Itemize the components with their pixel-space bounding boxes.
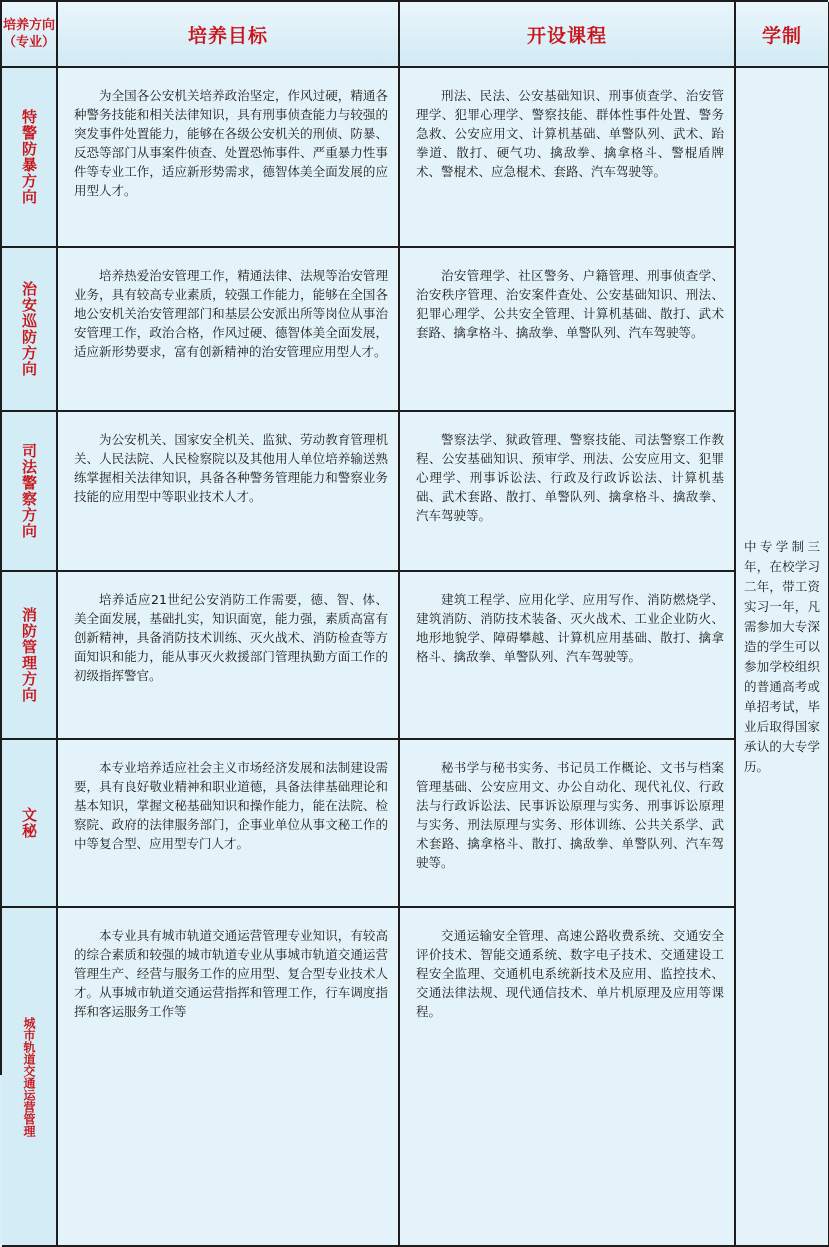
row-direction xyxy=(2,248,58,412)
row-courses xyxy=(400,68,736,248)
header-study-system: 学制 xyxy=(736,2,829,68)
courses-text: 交通运输安全管理、高速公路收费系统、交通安全评价技术、智能交通系统、数字电子技术、交通建设工程安全监理、交通机电系统新技术及应用、监控技术、交通法律法规、现代通信技术、单片机原理及应用等课程。 xyxy=(416,928,724,1019)
courses-text: 警察法学、狱政管理、警察技能、司法警察工作教程、公安基础知识、预审学、刑法、公安应用文、犯罪心理学、刑事诉讼法、行政及行政诉讼法、计算机基础、武术套路、散打、单警队列、擒拿格斗、擒敌拳、汽车驾驶等。 xyxy=(416,432,724,523)
row-goal xyxy=(58,572,400,740)
row-goal xyxy=(58,68,400,248)
row-direction xyxy=(2,412,58,572)
row-courses xyxy=(400,572,736,740)
courses-text: 治安管理学、社区警务、户籍管理、刑事侦查学、治安秩序管理、治安案件查处、公安基础知识、刑法、犯罪心理学、公共安全管理、计算机基础、散打、武术套路、擒拿格斗、擒敌拳、单警队列、汽车驾驶等。 xyxy=(416,268,724,340)
header-direction-line1: 培养方向 xyxy=(2,18,55,33)
row-goal xyxy=(58,412,400,572)
goal-text: 为公安机关、国家安全机关、监狱、劳动教育管理机关、人民法院、人民检察院以及其他用人单位培养输送熟练掌握相关法律知识，具备各种警务管理能力和警察业务技能的应用型中等职业技术人才。 xyxy=(74,432,388,504)
row-direction xyxy=(2,572,58,740)
header-direction xyxy=(2,2,58,68)
goal-text: 培养适应21世纪公安消防工作需要，德、智、体、美全面发展，基础扎实，知识面宽，能力强，素质高富有创新精神，具备消防技术训练、灭火战术、消防检查等方面知识和能力，能从事灭火救援部门管理执勤方面工作的初级指挥警官。 xyxy=(74,592,388,683)
header-courses: 开设课程 xyxy=(400,2,736,68)
goal-text: 为全国各公安机关培养政治坚定，作风过硬，精通各种警务技能和相关法律知识，具有刑事侦查能力与较强的突发事件处置能力，能够在各级公安机关的刑侦、防暴、反恐等部门从事案件侦查、处置恐怖事件、严重暴力性事件等专业工作，适应新形势需求，德智体美全面发展的应用型人才。 xyxy=(74,88,388,198)
header-goal: 培养目标 xyxy=(58,2,400,68)
row-goal xyxy=(58,740,400,908)
courses-text: 建筑工程学、应用化学、应用写作、消防燃烧学、建筑消防、消防技术装备、灭火战术、工业企业防火、地形地貌学、障碍攀越、计算机应用基础、散打、擒拿格斗、擒敌拳、单警队列、汽车驾驶等。 xyxy=(416,592,724,664)
direction-label: 治安巡防方向 xyxy=(20,281,38,377)
direction-label: 司法警察方向 xyxy=(20,443,38,539)
direction-label: 特警防暴方向 xyxy=(20,109,38,205)
row-courses xyxy=(400,412,736,572)
direction-label: 文秘 xyxy=(20,807,38,839)
row-courses xyxy=(400,248,736,412)
row-direction xyxy=(2,908,58,1247)
study-system-text: 中专学制三年，在校学习二年，带工资实习一年，凡需参加大专深造的学生可以参加学校组织的普通高考或单招考试，毕业后取得国家承认的大专学历。 xyxy=(744,538,820,774)
row-courses xyxy=(400,908,736,1247)
direction-label: 城市轨道交通运营管理 xyxy=(22,1016,36,1137)
study-system-cell xyxy=(736,68,829,1247)
row-goal xyxy=(58,248,400,412)
goal-text: 本专业具有城市轨道交通运营管理专业知识，有较高的综合素质和较强的城市轨道专业从事城市轨道交通运营管理生产、经营与服务工作的应用型、复合型专业技术人才。从事城市轨道交通运营指挥和管理工作，行车调度指挥和客运服务工作等 xyxy=(74,928,388,1019)
courses-text: 秘书学与秘书实务、书记员工作概论、文书与档案管理基础、公安应用文、办公自动化、现代礼仪、行政法与行政诉讼法、民事诉讼原理与实务、刑事诉讼原理与实务、刑法原理与实务、形体训练、公共关系学、武术套路、擒拿格斗、散打、擒敌拳、单警队列、汽车驾驶等。 xyxy=(416,760,724,870)
row-direction xyxy=(2,68,58,248)
row-goal xyxy=(58,908,400,1247)
row-direction xyxy=(2,740,58,908)
row-courses xyxy=(400,740,736,908)
header-direction-line2: （专业） xyxy=(2,35,55,50)
goal-text: 培养热爱治安管理工作，精通法律、法规等治安管理业务，具有较高专业素质，较强工作能力，能够在全国各地公安机关治安管理部门和基层公安派出所等岗位从事治安管理工作，政治合格，作风过硬、德智体美全面发展，适应新形势要求，富有创新精神的治安管理应用型人才。 xyxy=(74,268,388,359)
direction-label: 消防管理方向 xyxy=(20,607,38,703)
courses-text: 刑法、民法、公安基础知识、刑事侦查学、治安管理学、犯罪心理学、警察技能、群体性事件处置、警务急救、公安应用文、计算机基础、单警队列、武术、跆拳道、散打、硬气功、擒敌拳、擒拿格斗、警棍盾牌术、警棍术、应急棍术、套路、汽车驾驶等。 xyxy=(416,88,724,179)
goal-text: 本专业培养适应社会主义市场经济发展和法制建设需要，具有良好敬业精神和职业道德，具备法律基础理论和基本知识，掌握文秘基础知识和操作能力，能在法院、检察院、政府的法律服务部门，企事业单位从事文秘工作的中等复合型、应用型专门人才。 xyxy=(74,760,388,851)
